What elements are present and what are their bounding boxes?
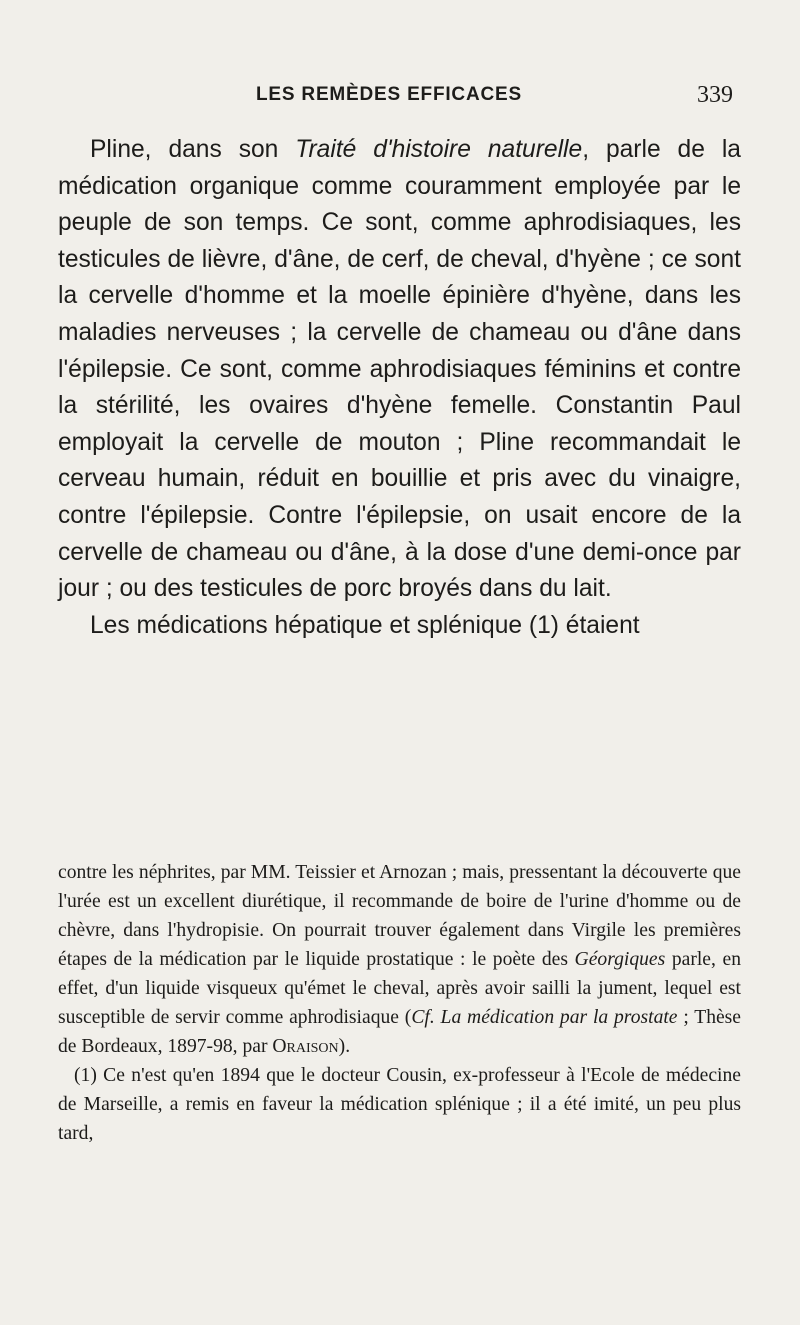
page-number: 339	[697, 82, 733, 108]
text-run: , parle de la médication organique comme couramment employée par le peuple de son temps. Ce sont, comme aphrodisiaques, les testicules de lièvre, d'âne, de cerf, de cheval, d'hyène ; ce sont la cervelle d'homme et la moelle épinière d'hyène, dans les maladies nerveuses ; la cervelle de chameau ou d'âne dans l'épilepsie. Ce sont, comme aphrodisiaques féminins et contre la stérilité, les ovaires d'hyène femelle. Constantin Paul employait la cervelle de mouton ; Pline recommandait le cerveau humain, réduit en bouillie et pris avec du vinaigre, contre l'épilepsie. Contre l'épilepsie, on usait encore de la cervelle de chameau ou d'âne, à la dose d'une demi-once par jour ; ou des testicules de porc broyés dans du lait.	[58, 136, 741, 603]
text-run: ; Thèse de Bordeaux, 1897-98, par	[58, 1007, 742, 1057]
paragraph: Les médications hépatique et splénique (1) étaient	[90, 611, 640, 639]
book-title: Traité d'histoire naturelle	[295, 136, 583, 163]
text-run: Pline, dans son	[90, 136, 296, 163]
text-run: ).	[338, 1036, 351, 1057]
running-title: LES REMÈDES EFFICACES	[256, 84, 522, 105]
running-head	[0, 84, 800, 114]
text-run: parle, en effet, d'un liquide visqueux qu'émet le cheval, après avoir sailli la jument, lequel est susceptible de servir comme aphrodisiaque (	[58, 949, 741, 1028]
paragraph	[58, 132, 741, 608]
text-run: contre les néphrites, par MM. Teissier et Arnozan ; mais, pressentant la découverte que l'urée est un excellent diurétique, il recommande de boire de l'urine d'homme ou de chèvre, dans l'hydropisie. On pourrait trouver également dans Virgile les premières étapes de la médication par le liquide prostatique : le poète des	[58, 862, 741, 970]
work-title: Géorgiques	[574, 949, 666, 970]
citation-title: Cf. La médication par la prostate	[411, 1007, 678, 1028]
footnotes	[58, 858, 741, 1148]
author-name: Oraison	[272, 1036, 339, 1057]
footnote-1: (1) Ce n'est qu'en 1894 que le docteur Cousin, ex-professeur à l'Ecole de médecine de Marseille, a remis en faveur la médication splénique ; il a été imité, un peu plus tard,	[58, 1065, 741, 1144]
footnote-continuation	[58, 858, 741, 1061]
main-text	[58, 132, 741, 644]
